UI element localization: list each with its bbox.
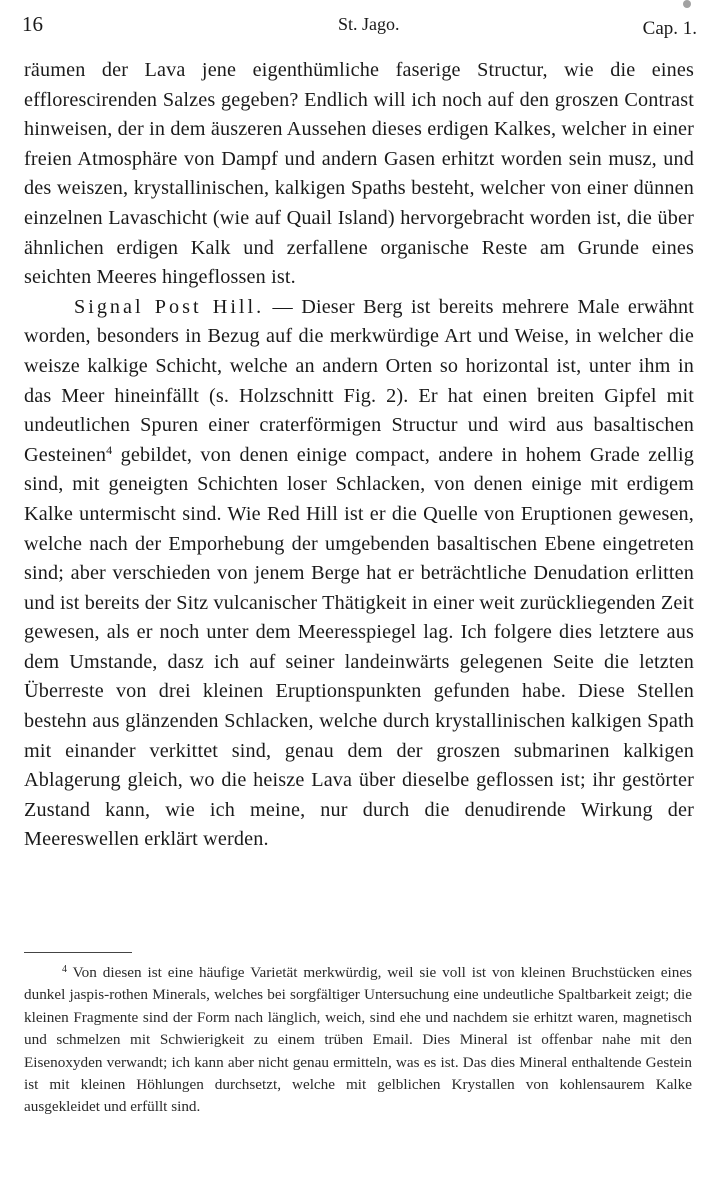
footnote	[24, 962, 692, 1119]
footnote-marker: 4	[62, 964, 67, 975]
section-heading: Signal Post Hill.	[74, 295, 265, 318]
ink-spot	[683, 0, 691, 8]
footnote-divider	[24, 952, 132, 953]
footnote-reference: 4	[106, 442, 113, 457]
main-text	[24, 56, 694, 855]
chapter-label: Cap. 1.	[642, 18, 697, 39]
page-number: 16	[22, 12, 43, 36]
footnote-text: Von diesen ist eine häufige Varietät merkwürdig, weil sie voll ist von kleinen Bruchstücken eines dunkel jaspis-rothen Minerals, welches bei sorgfältiger Untersuchung eine undeutliche Spaltbarkeit zeigt; die kleinen Fragmente sind der Form nach länglich, weich, sind ehe und nachdem sie erhitzt waren, magnetisch und schmelzen mit Schwierigkeit zu einem trüben Email. Dies Mineral ist offenbar nahe mit den Eisenoxyden verwandt; ich kann aber nicht genau ermitteln, was es ist. Das dies Mineral enthaltende Gestein ist mit kleinen Höhlungen durchsetzt, welche mit gelblichen Krystallen von kohlensaurem Kalke ausgekleidet und erfüllt sind.	[24, 964, 692, 1116]
running-title: St. Jago.	[338, 14, 400, 34]
paragraph-text-continued: gebildet, von denen einige compact, andere in hohem Grade zellig sind, mit geneigten Schichten loser Schlacken, von denen einige mit erdigem Kalke untermischt sind. Wie Red Hill ist er die Quelle von Eruptionen gewesen, welche nach der Emporhebung der umgebenden basaltischen Ebene eingetreten sind; aber verschieden von jenem Berge hat er beträchtliche Denudation erlitten und ist bereits der Sitz vulcanischer Thätigkeit in einer weit zurückliegenden Zeit gewesen, als er noch unter dem Meeresspiegel lag. Ich folgere dies letztere aus dem Umstande, dasz ich auf seiner landeinwärts gelegenen Seite die letzten Überreste von drei kleinen Eruptionspunkten gefunden habe. Diese Stellen bestehn aus glänzenden Schlacken, welche durch krystallinischen kalkigen Spath mit einander verkittet sind, genau dem der groszen submarinen kalkigen Ablagerung gleich, wo die heisze Lava über dieselbe geflossen ist; ihr gestörter Zustand kann, wie ich meine, nur durch die denudirende Wirkung der Meereswellen erklärt werden.	[24, 443, 694, 851]
paragraph-signal-post-hill	[24, 293, 694, 855]
page-header	[22, 10, 697, 40]
paragraph-continuation: räumen der Lava jene eigenthümliche faserige Structur, wie die eines efflorescirenden Salzes gegeben? Endlich will ich noch auf den groszen Contrast hinweisen, der in dem äuszeren Aussehen dieses erdigen Kalkes, welcher in einer freien Atmosphäre von Dampf und andern Gasen erhitzt worden sein musz, und des weiszen, krystallinischen, kalkigen Spaths besteht, welcher von einer dünnen einzelnen Lavaschicht (wie auf Quail Island) hervorgebracht worden ist, die über ähnlichen erdigen Kalk und zerfallene organische Reste am Grunde eines seichten Meeres hingeflossen ist.	[24, 59, 694, 289]
paragraph-text: — Dieser Berg ist bereits mehrere Male erwähnt worden, besonders in Bezug auf die merkwürdige Art und Weise, in welcher die weisze kalkige Schicht, welche an andern Orten so horizontal ist, unter ihm in das Meer hineinfällt (s. Holzschnitt Fig. 2). Er hat einen breiten Gipfel mit undeutlichen Spuren einer craterförmigen Structur und wird aus basaltischen Gesteinen	[24, 295, 694, 466]
